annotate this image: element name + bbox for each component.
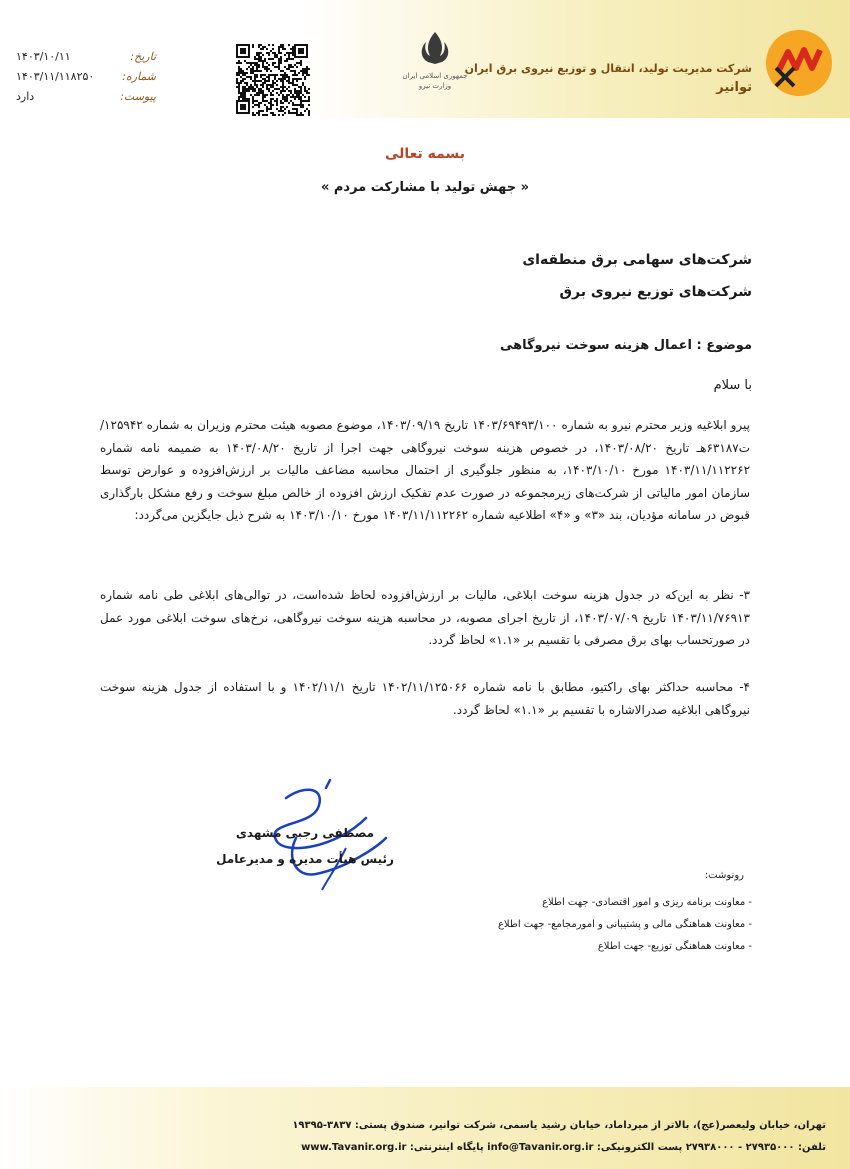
paragraph-item-4: ۴- محاسبه حداکثر بهای راکتیو، مطابق با نامه شماره ۱۴۰۲/۱۱/۱۲۵۰۶۶ تاریخ ۱۴۰۲/۱۱/۱ و با استفاده از جدول هزینه سوخت نیروگاهی ابلاغیه صدرالاشاره با تقسیم بر «۱.۱» لحاظ گردد. — [100, 680, 750, 717]
cc-title: رونوشت: — [704, 870, 744, 881]
meta-value: دارد — [16, 89, 35, 103]
meta-label: تاریخ: — [130, 49, 156, 63]
footer-contact: تلفن: ۲۷۹۳۵۰۰۰ - ۲۷۹۳۸۰۰۰ پست الکترونیکی: info@Tavanir.org.ir پایگاه اینترنتی: www.Tavanir.org.ir — [301, 1142, 826, 1153]
iran-emblem — [400, 26, 470, 96]
subject: موضوع : اعمال هزینه سوخت نیروگاهی — [499, 338, 752, 353]
meta-value: ۱۴۰۳/۱۱/۱۱۸۲۵۰ — [16, 69, 95, 83]
meta-attachment — [16, 86, 156, 106]
letter-meta — [16, 46, 156, 106]
recipient-1: شرکت‌های سهامی برق منطقه‌ای — [522, 252, 752, 268]
footer-address: تهران، خیابان ولیعصر(عج)، بالاتر از میرداماد، خیابان رشید یاسمی، شرکت توانیر، صندوق پستی: ۳۸۳۷-۱۹۳۹۵ — [292, 1120, 826, 1131]
qr-code — [236, 44, 310, 116]
svg-text:جمهوری اسلامی ایران: جمهوری اسلامی ایران — [402, 72, 468, 80]
meta-label: پیوست: — [120, 89, 156, 103]
signer-title: رئیس هیأت مدیره و مدیرعامل — [216, 852, 394, 866]
cc-item: - معاونت برنامه ریزی و امور اقتصادی- جهت اطلاع — [542, 897, 752, 908]
meta-label: شماره: — [122, 69, 156, 83]
signer-name: مصطفی رجبی مشهدی — [235, 826, 375, 840]
bismillah: بسمه تعالی — [384, 146, 466, 162]
meta-value: ۱۴۰۳/۱۰/۱۱ — [16, 49, 71, 63]
svg-text:وزارت نیرو: وزارت نیرو — [418, 82, 452, 90]
company-name: شرکت مدیریت تولید، انتقال و توزیع نیروی برق ایران — [464, 62, 752, 75]
cc-item: - معاونت هماهنگی مالی و پشتیبانی و امورمجامع- جهت اطلاع — [497, 919, 752, 930]
cc-item: - معاونت هماهنگی توزیع- جهت اطلاع — [597, 941, 752, 952]
recipient-2: شرکت‌های توزیع نیروی برق — [559, 284, 752, 300]
slogan: « جهش تولید با مشارکت مردم » — [320, 180, 530, 195]
paragraph-intro: پیرو ابلاغیه وزیر محترم نیرو به شماره ۱۴۰۳/۶۹۴۹۳/۱۰۰ تاریخ ۱۴۰۳/۰۹/۱۹، موضوع مصوبه هیئت محترم وزیران به شماره ۱۲۵۹۴۲/ت۶۳۱۸۷هـ تاریخ ۱۴۰۳/۰۸/۲۰، در خصوص هزینه سوخت نیروگاهی جهت اجرا از تاریخ ۱۴۰۳/۰۸/۲۰ به ضمیمه نامه شماره ۱۴۰۳/۱۱/۱۱۲۲۶۲ مورخ ۱۴۰۳/۱۰/۱۰، به منظور جلوگیری از احتمال محاسبه مضاعف مالیات بر ارزش‌افزوده و عوارض توسط سازمان امور مالیاتی از شرکت‌های زیرمجموعه در صورت عدم تفکیک ارزش افزوده از خالص مبلغ سوخت و رفع مشکل بارگذاری قبوض در سامانه مؤدیان، بند «۳» و «۴» اطلاعیه شماره ۱۴۰۳/۱۱/۱۱۲۲۶۲ مورخ ۱۴۰۳/۱۰/۱۰ به شرح ذیل جایگزین می‌گردد: — [100, 418, 751, 522]
greeting: با سلام — [713, 378, 752, 393]
meta-number — [16, 66, 156, 86]
company-short: توانیر — [716, 80, 752, 95]
signer-block — [210, 820, 400, 872]
tavanir-logo — [764, 28, 834, 98]
cc-list — [332, 892, 752, 958]
paragraph-item-3: ۳- نظر به این‌که در جدول هزینه سوخت ابلاغی، مالیات بر ارزش‌افزوده لحاظ شده‌است، در توالی‌های ابلاغی طی نامه شماره ۱۴۰۳/۱۱/۷۶۹۱۳ تاریخ ۱۴۰۳/۰۷/۰۹، از تاریخ اجرای مصوبه، در محاسبه هزینه سوخت نیروگاهی، نرخ‌های سوخت ابلاغی مورد عمل در صورتحساب بهای برق مصرفی با تقسیم بر «۱.۱» لحاظ گردد. — [100, 588, 750, 647]
meta-date — [16, 46, 156, 66]
